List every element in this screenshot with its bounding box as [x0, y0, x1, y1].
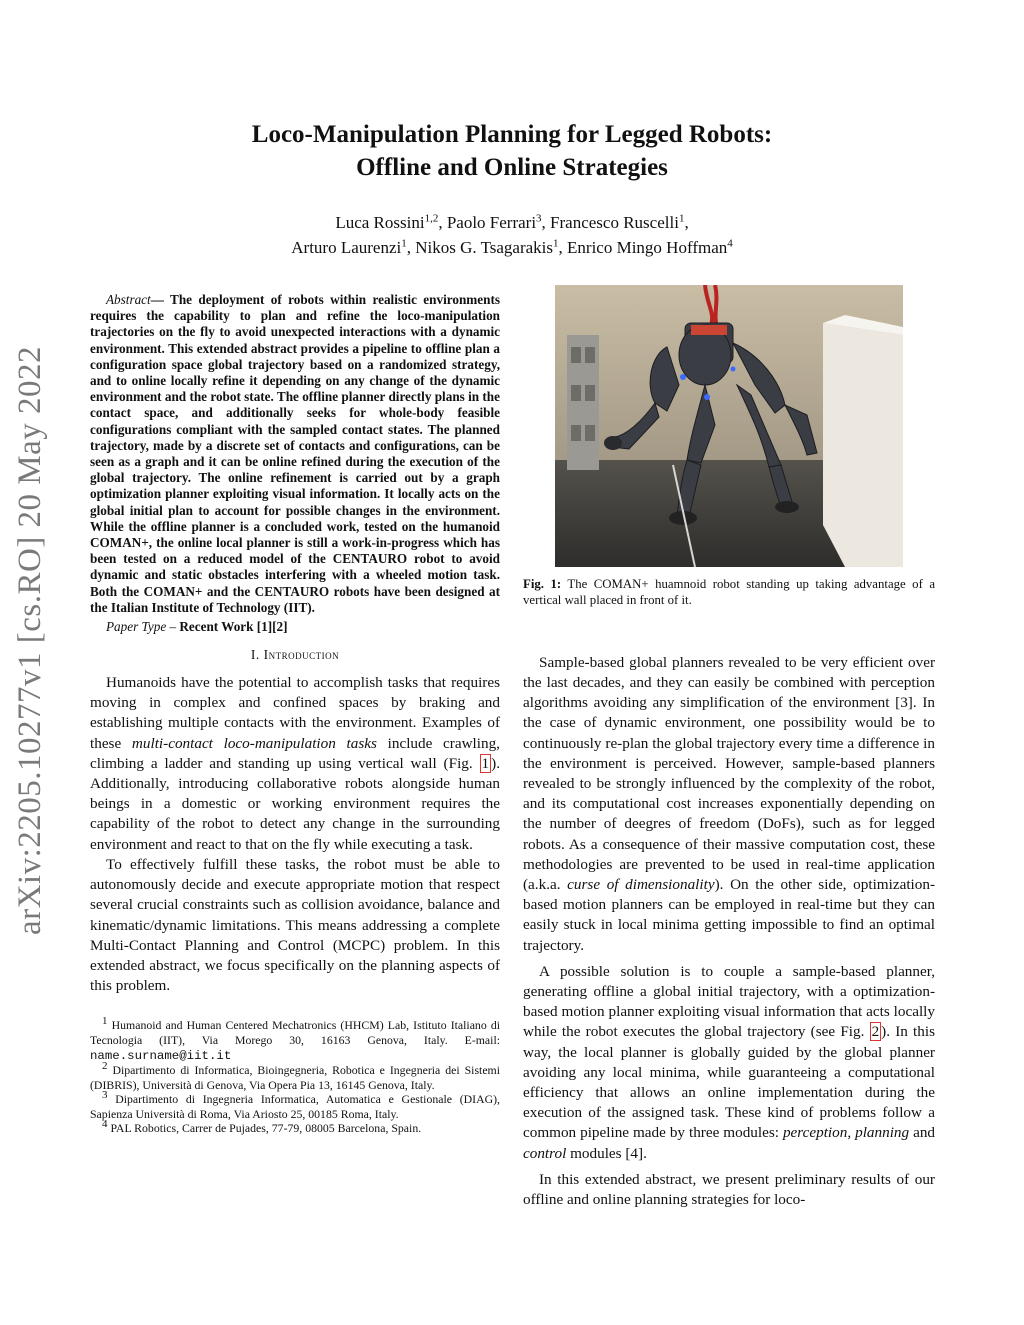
body-emphasis: planning	[855, 1124, 910, 1142]
author-separator: ,	[541, 213, 551, 232]
footnote-email: name.surname@iit.it	[90, 1048, 232, 1063]
abstract	[90, 292, 500, 616]
body-text-span: ,	[847, 1124, 856, 1142]
author-affiliation: 4	[727, 237, 733, 250]
right-paragraph-2	[523, 962, 935, 1164]
figure-2-reference-link[interactable]: 2	[871, 1023, 880, 1041]
right-body-text	[523, 653, 935, 1210]
author-separator: ,	[406, 238, 416, 257]
footnote-text: Dipartimento di Ingegneria Informatica, Automatica e Gestionale (DIAG), Sapienza Università di Roma, Via Ariosto 25, 00185 Roma, Italy.	[90, 1092, 500, 1121]
abstract-text: The deployment of robots within realistic environments requires the capability to plan and refine the loco-manipulation trajectories on the fly to avoid unexpected interactions with a dynamic environment. This extended abstract provides a pipeline to offline plan a configuration space global trajectory based on a randomized strategy, and to online locally refine it depending on any change of the dynamic environment and the robot state. The offline planner directly plans in the contact space, and additionally seeks for whole-body feasible configurations compliant with the sampled contact states. The planned trajectory, made by a discrete set of contacts and configurations, can be seen as a graph and it can be online refined during the execution of the global trajectory. The online refinement is carried out by a graph optimization planner exploiting visual information. It locally acts on the global initial plan to account for possible changes in the environment. While the offline planner is a concluded work, tested on the humanoid COMAN+, the online local planner is still a work-in-progress which has been tested on a reduced model of the CENTAURO robot to avoid dynamic and static obstacles interfering with a wheeled motion task. Both the COMAN+ and the CENTAURO robots have been designed at the Italian Institute of Technology (IIT).	[90, 292, 500, 615]
body-text-span: modules [4].	[566, 1144, 647, 1162]
right-paragraph-1	[523, 653, 935, 956]
abstract-dash: —	[150, 292, 171, 307]
author-affiliation: 1,2	[424, 212, 439, 225]
author-name: Enrico Mingo Hoffman	[567, 238, 728, 257]
title-line-1: Loco-Manipulation Planning for Legged Robots:	[251, 121, 773, 148]
intro-text: include crawling, climbing a ladder and standing up using vertical wall (Fig.	[90, 734, 500, 772]
body-emphasis: control	[523, 1144, 567, 1162]
author-affiliation: 3	[536, 212, 542, 225]
arxiv-identifier-text: arXiv:2205.10277v1 [cs.RO] 20 May 2022	[12, 345, 49, 935]
footnote-4	[90, 1118, 500, 1136]
paper-type-separator: –	[166, 619, 180, 635]
author-affiliation: 1	[678, 212, 685, 225]
authors-line-2	[0, 235, 1024, 260]
footnote-mark: 4	[102, 1118, 108, 1131]
author-name: Paolo Ferrari	[446, 213, 537, 232]
section-title: Introduction	[263, 647, 340, 663]
robot-photo-illustration	[555, 285, 903, 567]
figure-1-label: Fig. 1:	[523, 577, 562, 591]
right-column	[523, 285, 935, 1216]
footnote-text: PAL Robotics, Carrer de Pujades, 77-79, 08005 Barcelona, Spain.	[110, 1121, 422, 1136]
left-column	[90, 292, 500, 1136]
body-text-span: ). On the other side, optimization-based motion planners can be employed in real-time but they can easily stuck in local minima getting impossible to find an optimal trajectory.	[523, 876, 936, 954]
intro-text: Humanoids have the potential to accomplish tasks that requires moving in complex and confined spaces by braking and establishing multiple contacts with the environment. Examples of these	[90, 674, 500, 752]
paper-title	[0, 118, 1024, 184]
figure-1-caption	[523, 576, 935, 609]
author-separator: ,	[684, 213, 689, 232]
author-name: Nikos G. Tsagarakis	[415, 238, 554, 257]
footnote-3	[90, 1089, 500, 1121]
author-name: Francesco Ruscelli	[550, 213, 679, 232]
body-emphasis: perception	[782, 1124, 848, 1142]
footnote-1	[90, 1015, 500, 1063]
footnote-mark: 2	[102, 1060, 108, 1073]
body-emphasis: curse of dimensionality	[567, 876, 715, 894]
intro-paragraph-1	[90, 673, 500, 855]
author-separator: ,	[558, 238, 568, 257]
body-text-span: Sample-based global planners revealed to be very efficient over the last decades, and they can easily be combined with perception algorithms avoiding any simplification of the environment [3]. In the case of dynamic environment, one possibility would be to continuously re-plan the global trajectory every time a difference in the environment is perceived. However, sample-based planners revealed to be strongly influenced by the complexity of the robot, and its computational cost increases exponentially depending on the number of deegres of freedom (DoFs), such as for legged robots. As a consequence of their massive computation cost, these methodologies are prevented to be used in real-time application (a.k.a.	[523, 653, 935, 894]
arxiv-identifier-stamp	[11, 340, 51, 940]
footnote-mark: 3	[102, 1089, 108, 1102]
footnote-2	[90, 1060, 501, 1092]
title-line-2: Offline and Online Strategies	[356, 154, 668, 181]
body-text-span: A possible solution is to couple a sample-based planner, generating offline a global initial trajectory, with a optimization-based motion planner exploiting visual information that acts locally while the robot executes the global trajectory (see Fig.	[523, 962, 935, 1041]
author-affiliation: 1	[401, 237, 407, 250]
footnotes	[90, 1015, 501, 1136]
figure-1-caption-text: The COMAN+ huamnoid robot standing up taking advantage of a vertical wall placed in front of it.	[523, 577, 935, 608]
paper-type-label: Paper Type	[106, 619, 167, 635]
intro-emphasis: multi-contact loco-manipulation tasks	[131, 734, 377, 752]
body-text-span: ). In this way, the local planner is globally guided by the global planner avoiding any local minima, while guaranteeing a computational efficiency that allows an online implementation during the execution of the assigned task. These kind of problems follow a common pipeline made by three modules:	[523, 1023, 936, 1142]
author-affiliation: 1	[553, 237, 559, 250]
section-numeral: I.	[250, 647, 264, 663]
body-text-span: and	[909, 1124, 936, 1142]
author-separator: ,	[438, 213, 447, 232]
intro-text: ). Additionally, introducing collaborative robots alongside human beings in a domestic or working environment requires the capability of the robot to detect any change in the surrounding environment and react to that on the fly while executing a task.	[90, 754, 500, 853]
figure-1-robot-photo	[555, 285, 903, 567]
paper-type	[90, 618, 500, 635]
footnote-mark: 1	[102, 1015, 108, 1028]
author-name: Arturo Laurenzi	[291, 238, 402, 257]
author-list	[0, 210, 1024, 260]
paper-type-value: Recent Work [1][2]	[179, 619, 288, 635]
footnote-text: Humanoid and Human Centered Mechatronics (HHCM) Lab, Istituto Italiano di Tecnologia (IIT), Via Morego 30, 16163 Genova, Italy. E-mail:	[90, 1018, 500, 1047]
intro-paragraph-2: To effectively fulfill these tasks, the robot must be able to autonomously decide and execute appropriate motion that respect several crucial constraints such as collision avoidance, balance and kinematic/dynamic limitations. This means addressing a complete Multi-Contact Planning and Control (MCPC) problem. In this extended abstract, we focus specifically on the planning aspects of this problem.	[90, 855, 500, 995]
right-paragraph-3: In this extended abstract, we present preliminary results of our offline and online planning strategies for loco-	[523, 1170, 935, 1209]
abstract-label: Abstract	[106, 292, 151, 307]
authors-line-1	[0, 210, 1024, 235]
author-name: Luca Rossini	[335, 213, 425, 232]
footnote-text: Dipartimento di Informatica, Bioingegneria, Robotica e Ingegneria dei Sistemi (DIBRIS), Università di Genova, Via Opera Pia 13, 16145 Genova, Italy.	[90, 1063, 501, 1092]
figure-1-reference-link[interactable]: 1	[481, 754, 490, 772]
section-heading-introduction	[90, 647, 500, 663]
